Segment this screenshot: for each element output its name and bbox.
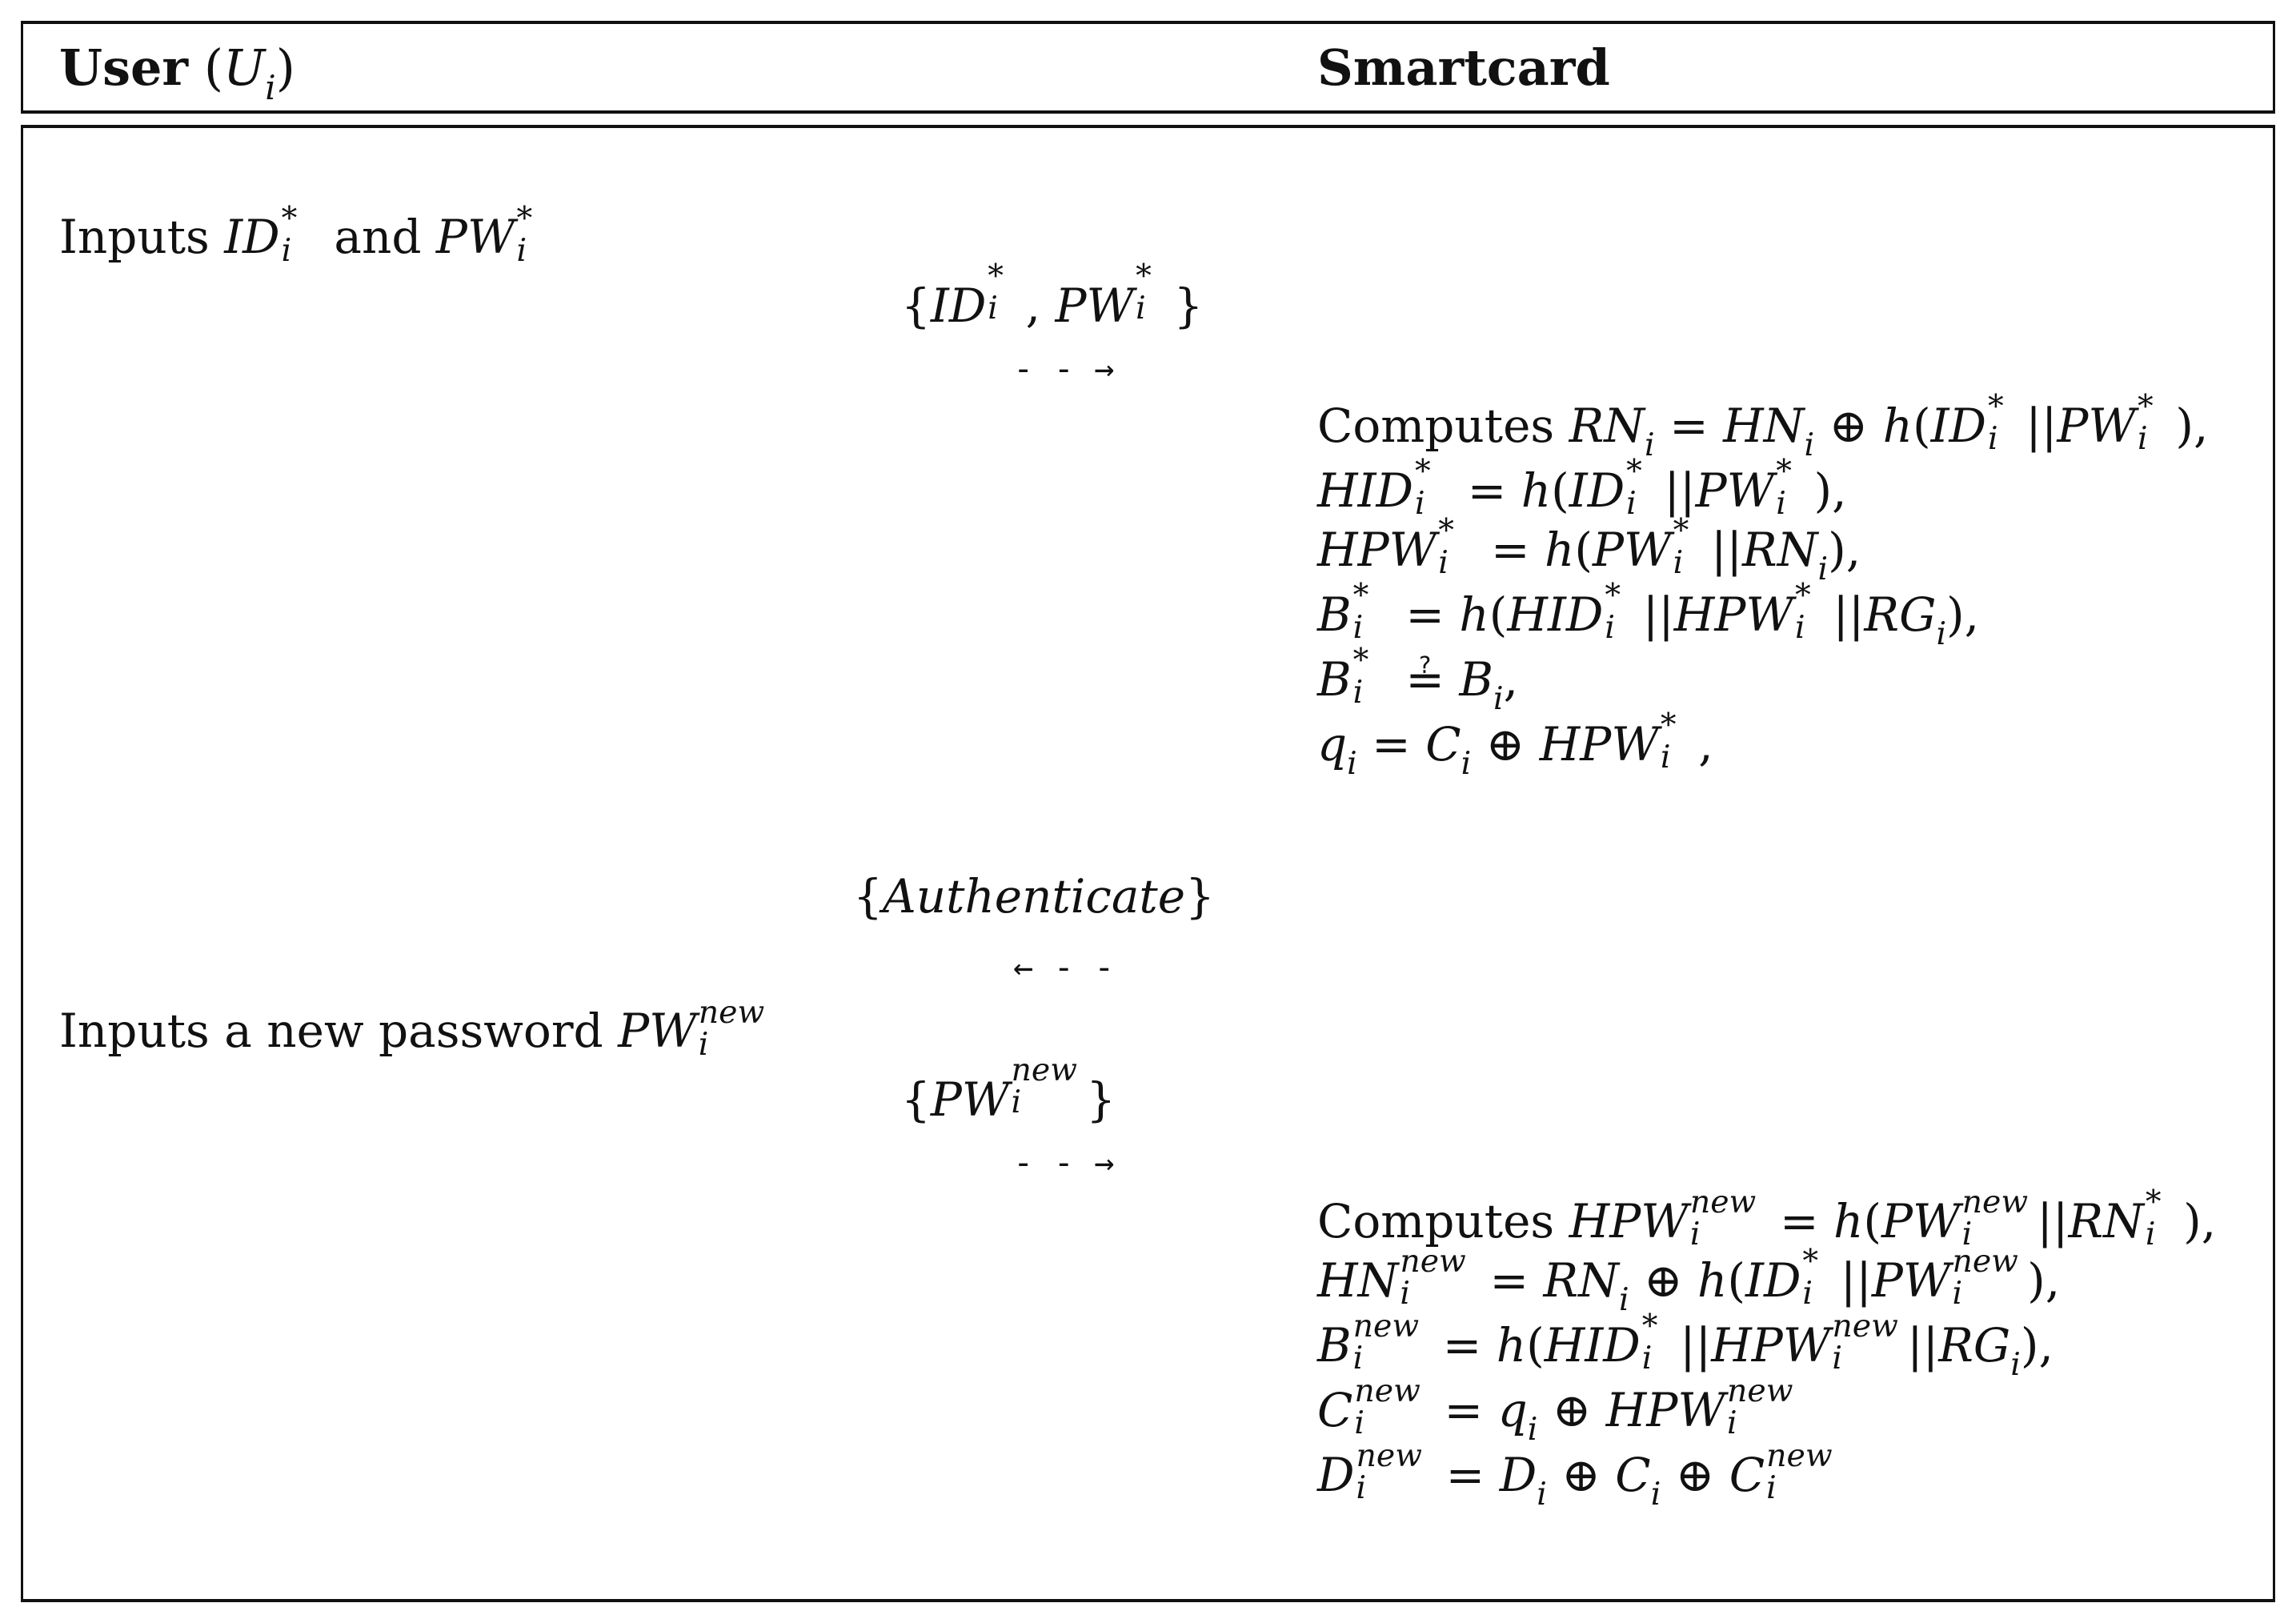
- eq-d-new: D new i = $D_i$ ⊕ $C_i$ ⊕ C new i: [1317, 1437, 1833, 1513]
- authenticate-label: Authenticate: [882, 869, 1186, 924]
- eq-hpw-new: Computes HPW new i = h(PW new i ||RN * i ),: [1317, 1184, 2217, 1252]
- smartcard-block-2: [1317, 1184, 2217, 1513]
- user-step-inputs: Inputs ID * i and PW * i: [59, 200, 533, 269]
- smartcard-block-1: [1317, 388, 2209, 782]
- right-border-top: [2273, 21, 2275, 114]
- protocol-table: [21, 21, 2275, 1602]
- left-border: [21, 125, 23, 1602]
- eq-hn-new: HN new i = $RN_i$ ⊕ h(ID * i ||PW new i ),: [1317, 1243, 2061, 1318]
- eq-b-new: B new i = h(HID * i ||HPW new i $||RG_i$),: [1317, 1308, 2054, 1383]
- new-password-label: Inputs a new password: [59, 1004, 603, 1058]
- eq-hid: HID * i = h(ID * i ||PW * i ),: [1317, 453, 1847, 522]
- right-border: [2273, 125, 2275, 1602]
- left-border-top: [21, 21, 23, 114]
- eq-hpw: HPW * i = h(PW * i $||RN_i$),: [1317, 512, 1861, 587]
- eq-b: B * i = h(HID * i ||HPW * i $||RG_i$),: [1317, 577, 1980, 652]
- inputs-label: Inputs: [59, 210, 210, 264]
- user-id: $(U_i)$: [203, 38, 295, 107]
- arrow-right-1: - - →: [1013, 349, 1115, 388]
- eq-b-check: B * i ≟ $B_i$,: [1317, 642, 1519, 717]
- eq-c-new: C new i = $q_i$ ⊕ HPW new i: [1317, 1373, 1793, 1448]
- eq-q: $q_i = C_i$ ⊕ HPW * i ,: [1317, 707, 1713, 782]
- message-credentials: {ID * i , PW * i }: [901, 258, 1204, 333]
- user-step-new-password: Inputs a new password PW new i: [59, 994, 765, 1063]
- and-label: and: [334, 210, 422, 264]
- header-rule-2: [21, 125, 2275, 128]
- message-new-password: {PW new i }: [901, 1052, 1116, 1127]
- arrow-right-3: - - →: [1013, 1143, 1115, 1182]
- user-label: User: [59, 38, 189, 97]
- bottom-rule: [21, 1599, 2275, 1602]
- header-rule-1: [21, 110, 2275, 114]
- user-column-header: [59, 38, 295, 107]
- smartcard-label: Smartcard: [1317, 38, 1610, 97]
- eq-rn: Computes $RN_i = HN_i$ ⊕ h(ID * i ||PW * i ),: [1317, 388, 2209, 463]
- smartcard-column-header: [1317, 38, 1610, 97]
- top-rule: [21, 21, 2275, 24]
- arrow-left-2: ← - -: [1013, 948, 1115, 987]
- message-authenticate: {Authenticate}: [853, 869, 1215, 924]
